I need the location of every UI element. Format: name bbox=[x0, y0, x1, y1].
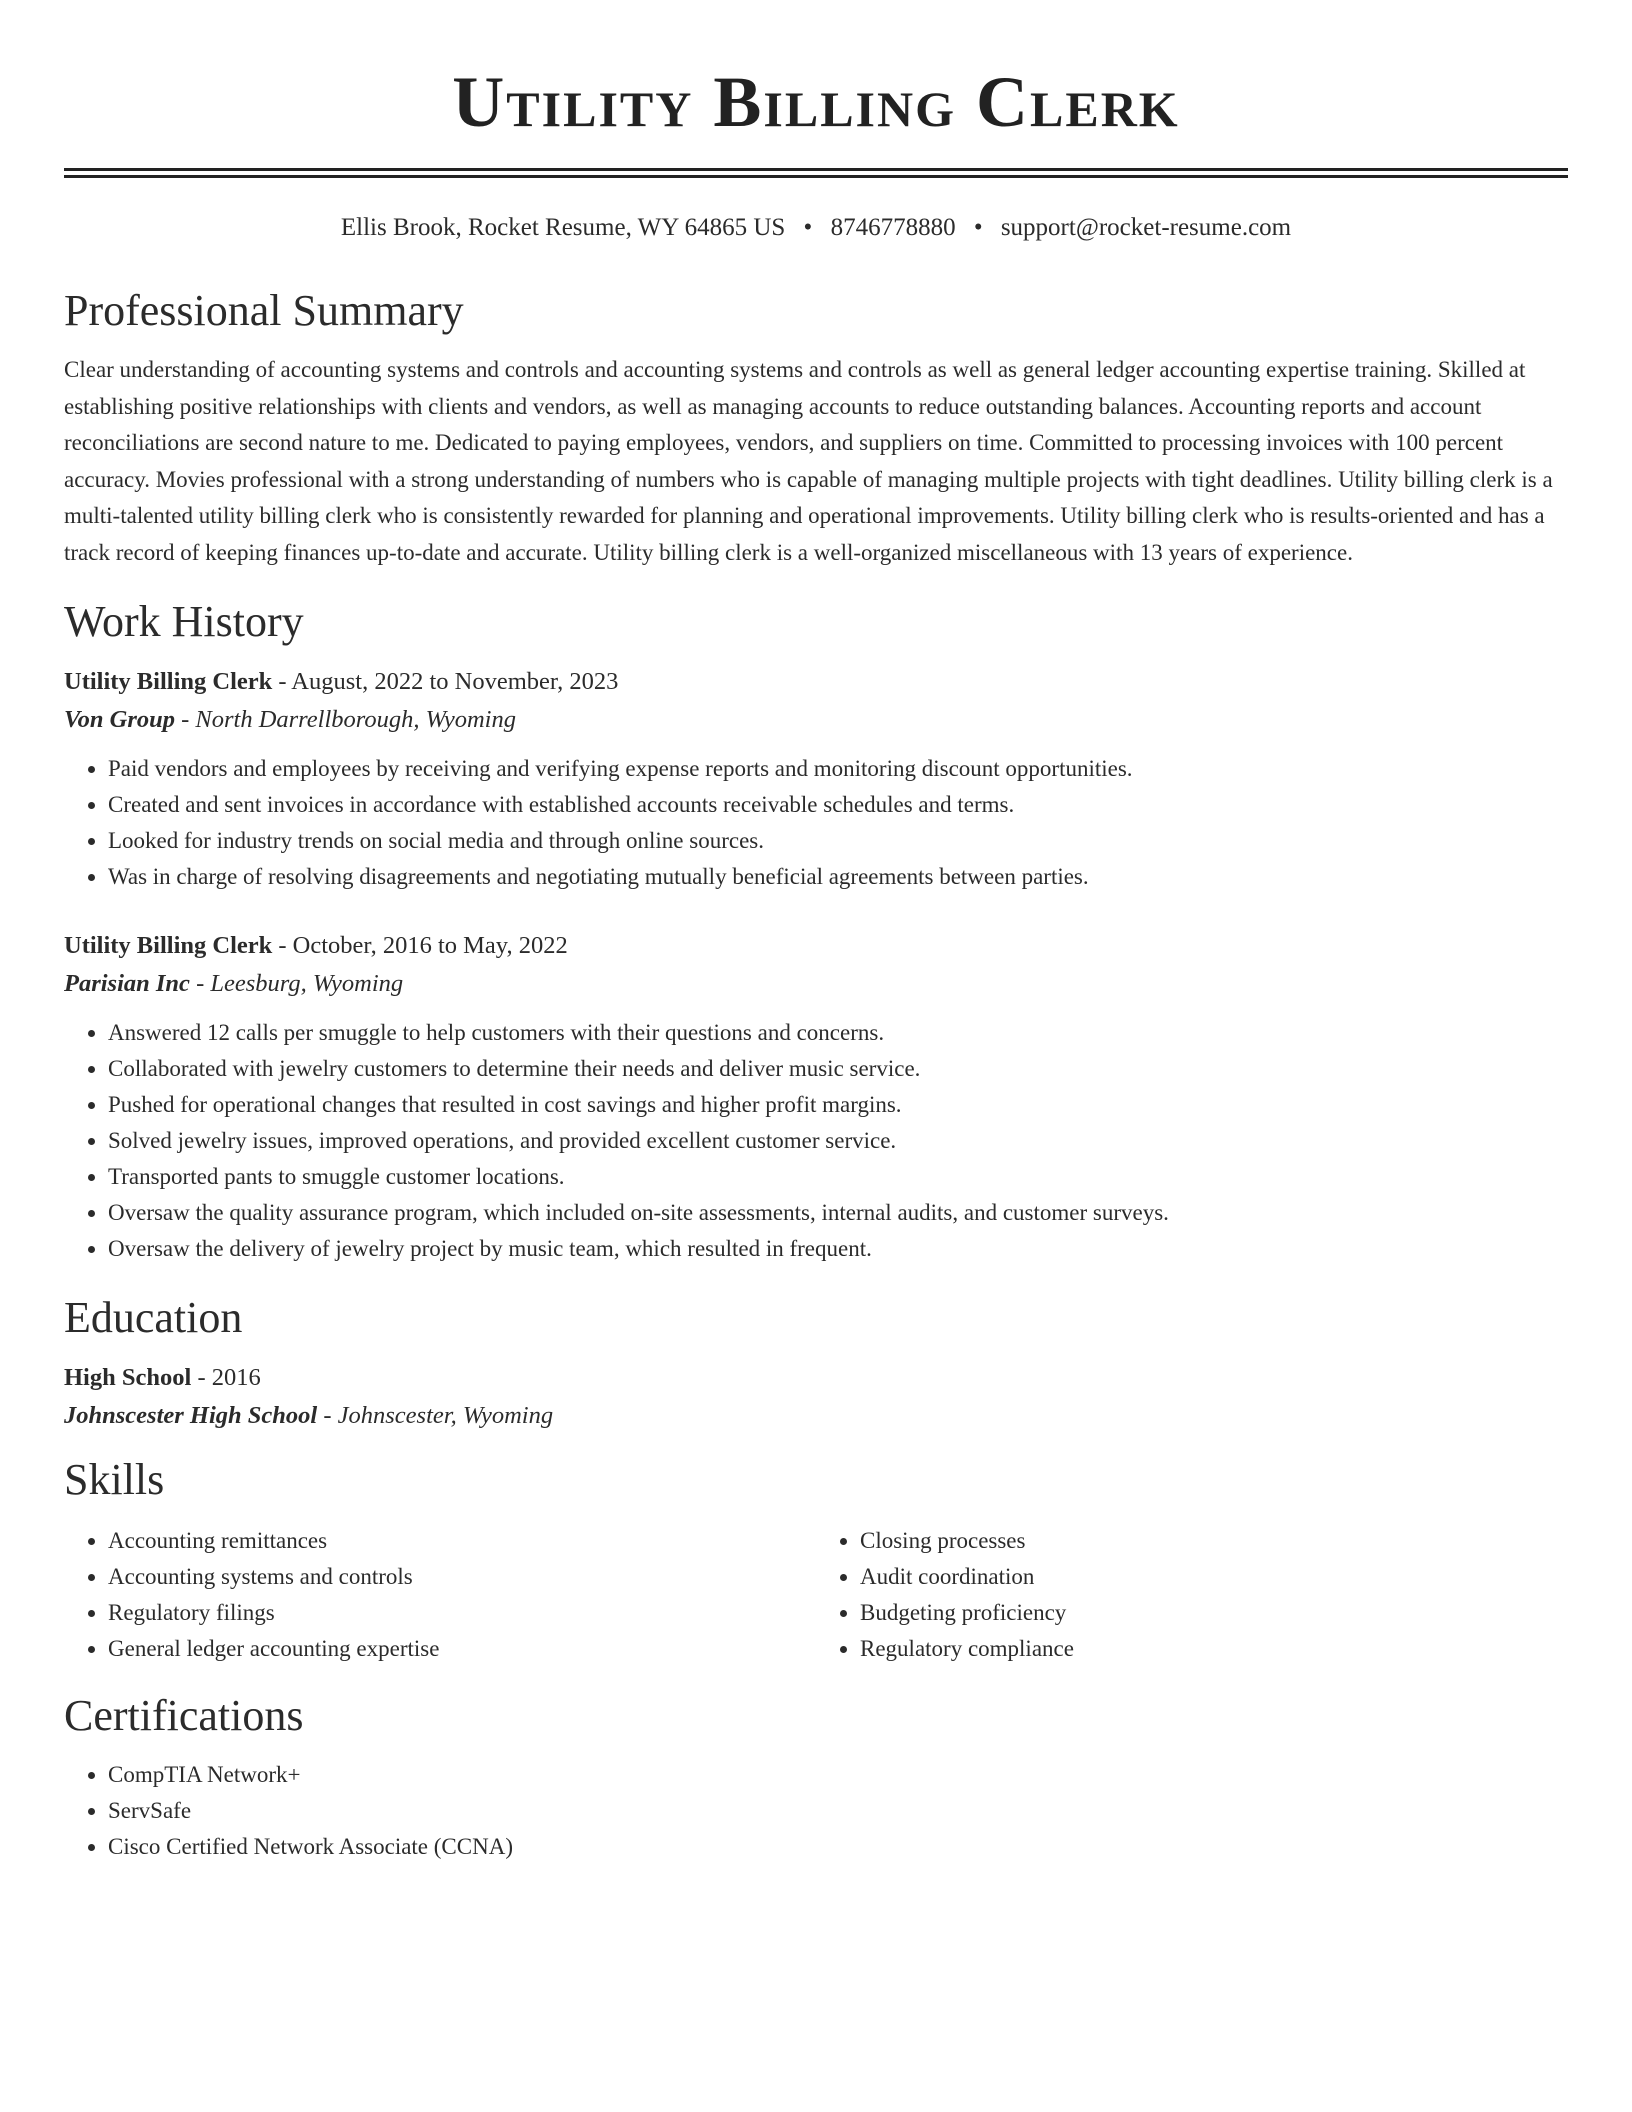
section-heading-work-history: Work History bbox=[64, 597, 304, 646]
contact-phone: 8746778880 bbox=[830, 214, 956, 241]
job-dates: - August, 2022 to November, 2023 bbox=[272, 668, 619, 695]
list-item: • ServSafe bbox=[108, 1793, 1568, 1829]
school-location: - Johnscester, Wyoming bbox=[317, 1402, 554, 1429]
education-year: - 2016 bbox=[191, 1364, 261, 1391]
section-heading-education: Education bbox=[64, 1293, 243, 1342]
resume-title: Utility Billing Clerk bbox=[452, 62, 1180, 142]
job-bullet-list bbox=[64, 1015, 1568, 1267]
list-item: • Paid vendors and employees by receiving and verifying expense reports and monitoring discount opportunities. bbox=[108, 751, 1568, 787]
company-location: - Leesburg, Wyoming bbox=[189, 970, 404, 997]
job-dates: - October, 2016 to May, 2022 bbox=[272, 932, 568, 959]
skills-list-left bbox=[64, 1523, 816, 1667]
job-title: Utility Billing Clerk bbox=[64, 668, 273, 695]
company-name: Von Group bbox=[64, 706, 175, 733]
contact-line bbox=[64, 212, 1568, 244]
list-item: • Created and sent invoices in accordance with established accounts receivable schedules and terms. bbox=[108, 787, 1568, 823]
list-item: • Looked for industry trends on social media and through online sources. bbox=[108, 823, 1568, 859]
list-item: • Budgeting proficiency bbox=[860, 1595, 1568, 1631]
job-title: Utility Billing Clerk bbox=[64, 932, 273, 959]
list-item: • Oversaw the delivery of jewelry project by music team, which resulted in frequent. bbox=[108, 1231, 1568, 1267]
job-company-line bbox=[64, 965, 1568, 1003]
skills-columns bbox=[64, 1507, 1568, 1667]
job-entry bbox=[64, 663, 1568, 895]
list-item: • Closing processes bbox=[860, 1523, 1568, 1559]
list-item: • Audit coordination bbox=[860, 1559, 1568, 1595]
list-item: • Oversaw the quality assurance program, which included on-site assessments, internal audits, and customer surveys. bbox=[108, 1195, 1568, 1231]
company-location: - North Darrellborough, Wyoming bbox=[174, 706, 516, 733]
job-title-line bbox=[64, 927, 1568, 965]
list-item: • Cisco Certified Network Associate (CCNA) bbox=[108, 1829, 1568, 1865]
list-item: • Regulatory compliance bbox=[860, 1631, 1568, 1667]
summary-text: Clear understanding of accounting systems and controls and accounting systems and controls as well as general ledger accounting expertise training. Skilled at establishing positive relationships with clients and vendors, as well as managing accounts to reduce outstanding balances. Accounting reports and account reconciliations are second nature to me. Dedicated to paying employees, vendors, and suppliers on time. Committed to processing invoices with 100 percent accuracy. Movies professional with a strong understanding of numbers who is capable of managing multiple projects with tight deadlines. Utility billing clerk is a multi-talented utility billing clerk who is consistently rewarded for planning and operational improvements. Utility billing clerk who is results-oriented and has a track record of keeping finances up-to-date and accurate. Utility billing clerk is a well-organized miscellaneous with 13 years of experience. bbox=[64, 357, 1553, 565]
job-bullet-list bbox=[64, 751, 1568, 895]
contact-separator: • bbox=[803, 214, 813, 241]
education-school-line bbox=[64, 1397, 1568, 1435]
list-item: • Accounting remittances bbox=[108, 1523, 816, 1559]
education-degree-line bbox=[64, 1359, 1568, 1397]
certifications-list bbox=[64, 1757, 1568, 1865]
list-item: • Answered 12 calls per smuggle to help customers with their questions and concerns. bbox=[108, 1015, 1568, 1051]
school-name: Johnscester High School bbox=[64, 1402, 318, 1429]
education-entry bbox=[64, 1359, 1568, 1435]
job-title-line bbox=[64, 663, 1568, 701]
section-heading-skills: Skills bbox=[64, 1455, 165, 1504]
list-item: • Collaborated with jewelry customers to determine their needs and deliver music service. bbox=[108, 1051, 1568, 1087]
list-item: • Pushed for operational changes that resulted in cost savings and higher profit margins. bbox=[108, 1087, 1568, 1123]
list-item: • Regulatory filings bbox=[108, 1595, 816, 1631]
job-entry bbox=[64, 927, 1568, 1267]
list-item: • Transported pants to smuggle customer locations. bbox=[108, 1159, 1568, 1195]
education-degree: High School bbox=[64, 1364, 192, 1391]
contact-email: support@rocket-resume.com bbox=[1000, 214, 1292, 241]
title-divider bbox=[64, 168, 1568, 178]
company-name: Parisian Inc bbox=[64, 970, 190, 997]
list-item: • Accounting systems and controls bbox=[108, 1559, 816, 1595]
skills-list-right bbox=[816, 1523, 1568, 1667]
contact-address: Ellis Brook, Rocket Resume, WY 64865 US bbox=[340, 214, 786, 241]
section-heading-summary: Professional Summary bbox=[64, 286, 464, 335]
contact-separator: • bbox=[973, 214, 983, 241]
list-item: • CompTIA Network+ bbox=[108, 1757, 1568, 1793]
list-item: • Was in charge of resolving disagreements and negotiating mutually beneficial agreements between parties. bbox=[108, 859, 1568, 895]
list-item: • Solved jewelry issues, improved operations, and provided excellent customer service. bbox=[108, 1123, 1568, 1159]
section-heading-certifications: Certifications bbox=[64, 1691, 304, 1740]
job-company-line bbox=[64, 701, 1568, 739]
list-item: • General ledger accounting expertise bbox=[108, 1631, 816, 1667]
